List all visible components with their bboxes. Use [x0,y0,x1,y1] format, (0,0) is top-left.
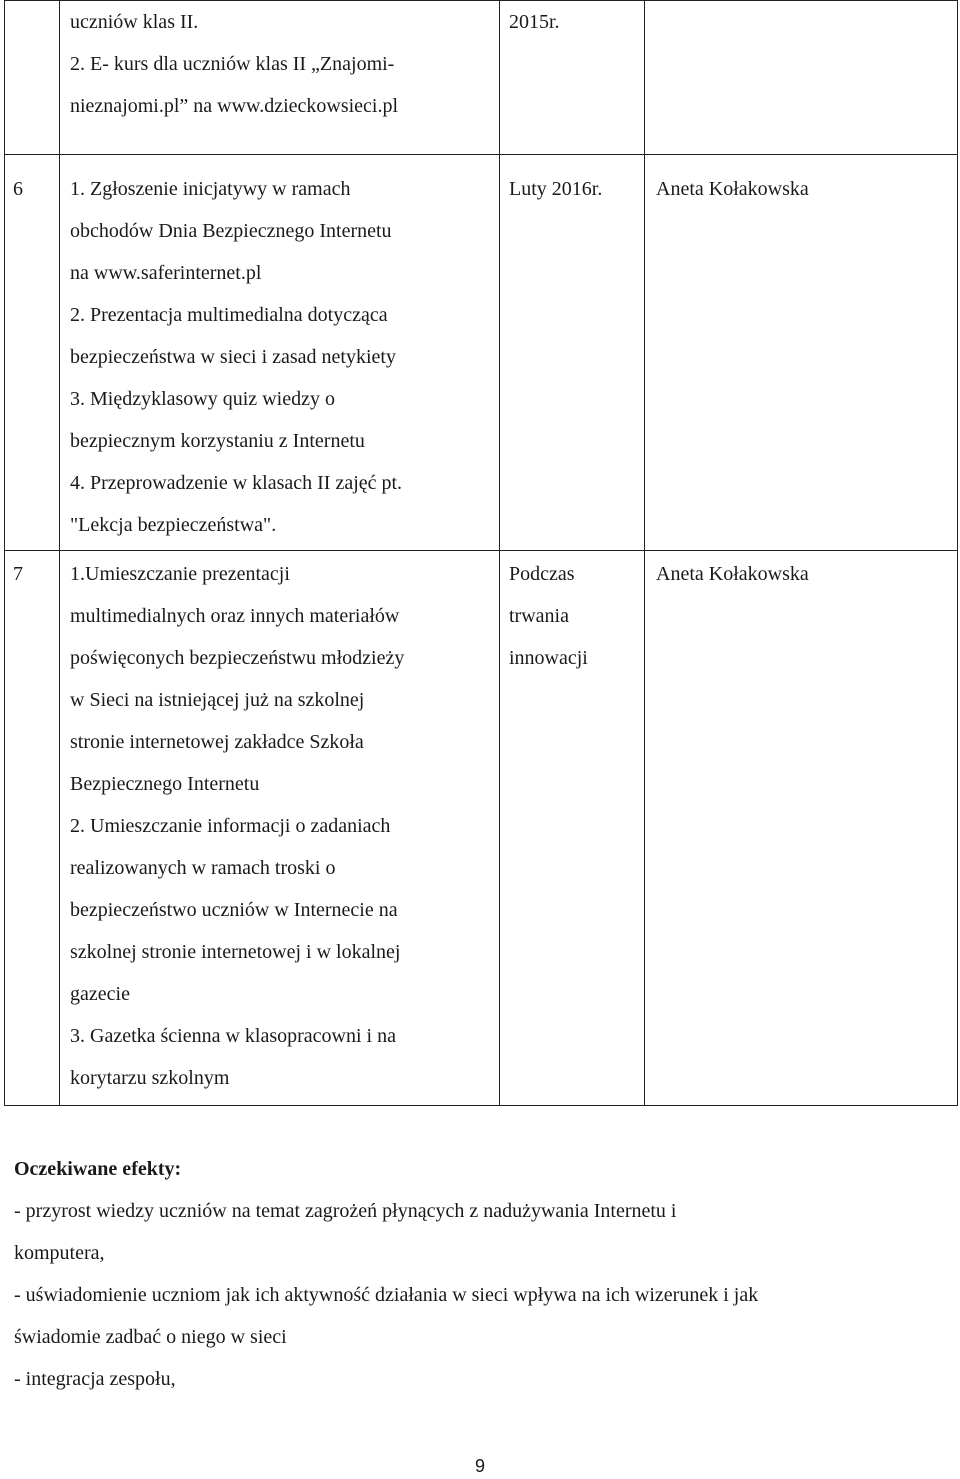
responsible-cell [645,551,958,1106]
row-number: 7 [13,563,23,585]
table-row [5,551,958,1106]
date-cell [500,1,645,155]
activity-line: 2. Prezentacja multimedialna dotycząca [70,304,388,326]
activity-line: Bezpiecznego Internetu [70,773,260,795]
date-line: Luty 2016r. [509,178,603,200]
activity-line: nieznajomi.pl” na www.dzieckowsieci.pl [70,95,399,117]
expected-effects-section [14,1148,944,1400]
date-line: innowacji [509,647,588,669]
activity-line: multimedialnych oraz innych materiałów [70,605,400,627]
effect-line: - integracja zespołu, [14,1368,176,1390]
date-line: 2015r. [509,11,560,33]
activity-line: gazecie [70,983,130,1005]
activity-line: 3. Gazetka ścienna w klasopracowni i na [70,1025,396,1047]
activity-line: 1. Zgłoszenie inicjatywy w ramach [70,178,351,200]
responsible-name: Aneta Kołakowska [656,178,809,200]
effect-line: - uświadomienie uczniom jak ich aktywność działania w sieci wpływa na ich wizerunek i jak [14,1284,759,1306]
effect-line: komputera, [14,1242,105,1264]
activity-line: 2. E- kurs dla uczniów klas II „Znajomi- [70,53,395,75]
activities-table [4,0,958,1106]
responsible-cell [645,1,958,155]
activity-line: 3. Międzyklasowy quiz wiedzy o [70,388,335,410]
activity-line: uczniów klas II. [70,11,199,33]
activity-line: bezpiecznym korzystaniu z Internetu [70,430,365,452]
activity-line: bezpieczeństwa w sieci i zasad netykiety [70,346,396,368]
table-row [5,1,958,155]
expected-effects-heading: Oczekiwane efekty: [14,1158,182,1180]
effect-line: - przyrost wiedzy uczniów na temat zagrożeń płynących z nadużywania Internetu i [14,1200,677,1222]
activity-line: korytarzu szkolnym [70,1067,230,1089]
activity-line: poświęconych bezpieczeństwu młodzieży [70,647,405,669]
activity-line: na www.saferinternet.pl [70,262,262,284]
activity-cell [60,155,500,551]
activity-cell [60,1,500,155]
activity-line: "Lekcja bezpieczeństwa". [70,514,277,536]
row-number: 6 [13,178,23,200]
activity-line: szkolnej stronie internetowej i w lokalnej [70,941,401,963]
activity-line: 4. Przeprowadzenie w klasach II zajęć pt. [70,472,403,494]
effect-line: świadomie zadbać o niego w sieci [14,1326,287,1348]
date-cell [500,551,645,1106]
date-cell [500,155,645,551]
activity-line: realizowanych w ramach troski o [70,857,336,879]
activity-line: 1.Umieszczanie prezentacji [70,563,290,585]
activity-line: stronie internetowej zakładce Szkoła [70,731,364,753]
responsible-name: Aneta Kołakowska [656,563,809,585]
date-line: trwania [509,605,569,627]
activity-line: 2. Umieszczanie informacji o zadaniach [70,815,391,837]
activity-line: w Sieci na istniejącej już na szkolnej [70,689,365,711]
page-number: 9 [474,1456,485,1476]
activity-cell [60,551,500,1106]
activity-line: obchodów Dnia Bezpiecznego Internetu [70,220,392,242]
table-row [5,155,958,551]
responsible-cell [645,155,958,551]
row-number-cell [5,1,60,155]
date-line: Podczas [509,563,575,585]
row-number-cell [5,155,60,551]
row-number-cell [5,551,60,1106]
activity-line: bezpieczeństwo uczniów w Internecie na [70,899,398,921]
